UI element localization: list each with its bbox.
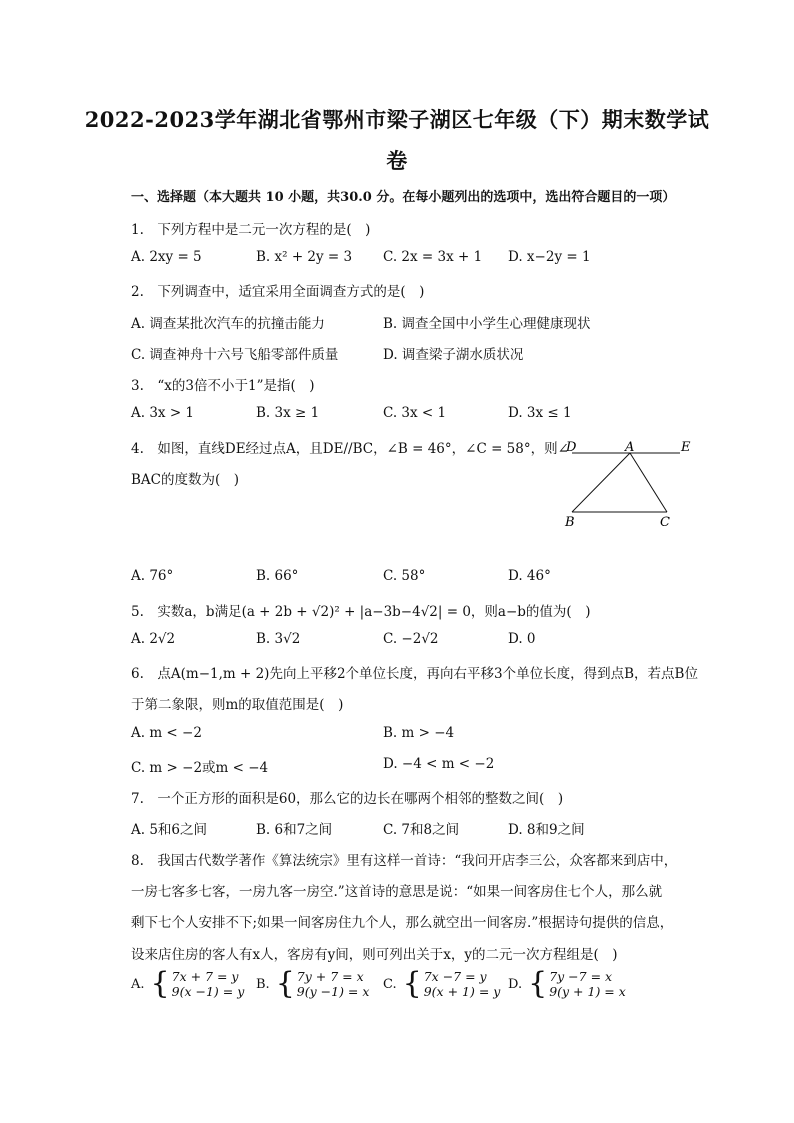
q8-option-a [131, 966, 245, 1001]
label-b: B [565, 515, 575, 530]
equation-system [424, 969, 501, 999]
q1-option-d: D. x−2y = 1 [508, 249, 591, 265]
q8-option-b-label: B. [256, 976, 270, 992]
q8-option-a-label: A. [131, 976, 145, 992]
q4-option-a: A. 76° [131, 568, 174, 584]
q4-option-c: C. 58° [383, 568, 426, 584]
question-8-stem-line2: 一房七客多七客，一房九客一房空.”这首诗的意思是说：“如果一间客房住七个人，那么就 [131, 884, 663, 900]
equation-1: 7y + 7 = x [296, 969, 364, 984]
q3-option-a: A. 3x > 1 [131, 405, 195, 421]
q8-option-d-label: D. [508, 976, 523, 992]
q7-option-a: A. 5和6之间 [131, 822, 208, 838]
equation-2: 9(y + 1) = x [549, 984, 626, 999]
q8-option-c-label: C. [383, 976, 397, 992]
q7-option-d: D. 8和9之间 [508, 822, 585, 838]
label-d: D [566, 440, 577, 455]
q4-option-d: D. 46° [508, 568, 551, 584]
q2-option-c: C. 调查神舟十六号飞船零部件质量 [131, 347, 339, 363]
q6-option-a: A. m < −2 [131, 725, 202, 741]
question-6-stem-line2: 于第二象限，则m的取值范围是( ) [131, 697, 344, 713]
equation-system [549, 969, 626, 999]
equation-1: 7x −7 = y [423, 969, 487, 984]
q6-option-d: D. −4 < m < −2 [383, 756, 495, 772]
side-ab [572, 453, 630, 512]
question-1-stem: 1. 下列方程中是二元一次方程的是( ) [131, 222, 371, 238]
q5-option-c: C. −2√2 [383, 631, 439, 647]
question-4-stem-line1: 4. 如图，直线DE经过点A，且DE//BC，∠B = 46°，∠C = 58°，则∠ [131, 441, 569, 457]
q2-option-a: A. 调查某批次汽车的抗撞击能力 [131, 316, 325, 332]
question-8-stem-line1: 8. 我国古代数学著作《算法统宗》里有这样一首诗：“我问开店李三公，众客都来到店中， [131, 853, 678, 869]
q1-option-a: A. 2xy = 5 [131, 249, 202, 265]
question-7-stem: 7. 一个正方形的面积是60，那么它的边长在哪两个相邻的整数之间( ) [131, 791, 564, 807]
q3-option-b: B. 3x ≥ 1 [256, 405, 320, 421]
equation-2: 9(y −1) = x [296, 984, 370, 999]
equation-1: 7x + 7 = y [171, 969, 239, 984]
section-heading: 一、选择题（本大题共 10 小题，共30.0 分。在每小题列出的选项中，选出符合题目的一项） [131, 190, 676, 205]
q2-option-d: D. 调查梁子湖水质状况 [383, 347, 524, 363]
q6-option-c: C. m > −2或m < −4 [131, 760, 269, 776]
document-title-line2: 卷 [386, 148, 408, 173]
q8-option-d [508, 966, 626, 1001]
label-c: C [660, 515, 670, 530]
q5-option-d: D. 0 [508, 631, 536, 647]
q5-option-b: B. 3√2 [256, 631, 301, 647]
q7-option-b: B. 6和7之间 [256, 822, 333, 838]
equation-system [172, 969, 245, 999]
equation-2: 9(x −1) = y [171, 984, 245, 999]
document-title-line1: 2022-2023学年湖北省鄂州市梁子湖区七年级（下）期末数学试 [84, 107, 710, 132]
q8-option-b [256, 966, 370, 1001]
equation-system [297, 969, 370, 999]
side-ac [630, 453, 667, 512]
question-6-stem-line1: 6. 点A(m−1,m + 2)先向上平移2个单位长度，再向右平移3个单位长度，得到点B，若点B位 [131, 666, 698, 682]
left-brace: { [150, 966, 170, 1001]
question-3-stem: 3. “x的3倍不小于1”是指( ) [131, 378, 315, 394]
q1-option-c: C. 2x = 3x + 1 [383, 249, 483, 265]
question-8-stem-line3: 剩下七个人安排不下;如果一间客房住九个人，那么就空出一间客房.”根据诗句提供的信息， [131, 915, 674, 931]
question-2-stem: 2. 下列调查中，适宜采用全面调查方式的是( ) [131, 284, 425, 300]
left-brace: { [275, 966, 295, 1001]
equation-1: 7y −7 = x [549, 969, 613, 984]
question-5-stem: 5. 实数a，b满足(a + 2b + √2)² + |a−3b−4√2| = 0，则a−b的值为( ) [131, 604, 591, 620]
q8-option-c [383, 966, 501, 1001]
label-e: E [681, 440, 691, 455]
label-a: A [625, 440, 635, 455]
q5-option-a: A. 2√2 [131, 631, 176, 647]
q3-option-d: D. 3x ≤ 1 [508, 405, 572, 421]
q1-option-b: B. x² + 2y = 3 [256, 249, 353, 265]
q3-option-c: C. 3x < 1 [383, 405, 447, 421]
q6-option-b: B. m > −4 [383, 725, 455, 741]
left-brace: { [402, 966, 422, 1001]
left-brace: { [528, 966, 548, 1001]
q7-option-c: C. 7和8之间 [383, 822, 460, 838]
q2-option-b: B. 调查全国中小学生心理健康现状 [383, 316, 591, 332]
equation-2: 9(x + 1) = y [423, 984, 501, 999]
question-8-stem-line4: 设来店住房的客人有x人，客房有y间，则可列出关于x，y的二元一次方程组是( ) [131, 947, 618, 963]
question-4-stem-line2: BAC的度数为( ) [131, 472, 240, 488]
q4-option-b: B. 66° [256, 568, 299, 584]
triangle-figure [560, 436, 700, 531]
